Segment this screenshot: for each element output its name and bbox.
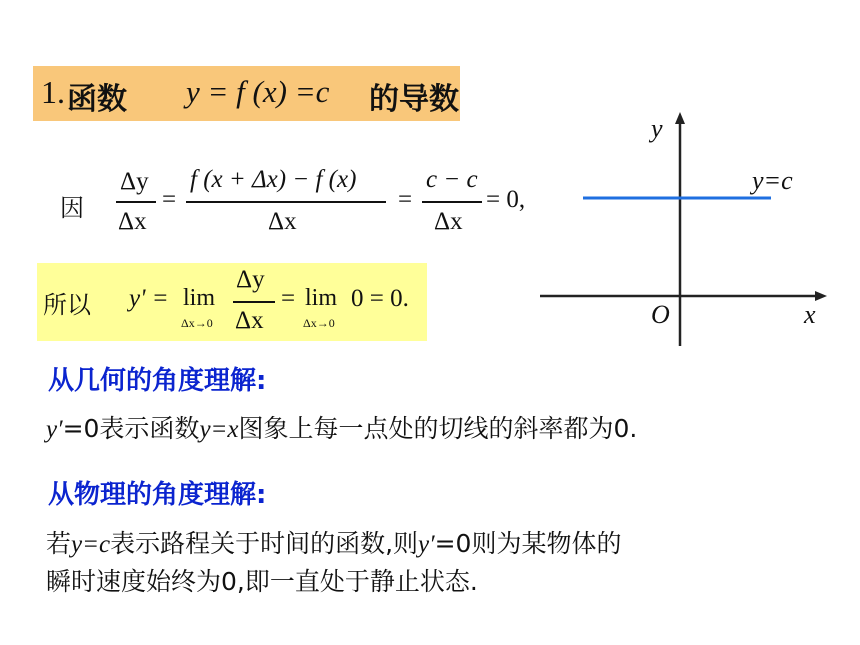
physics-function: y=c <box>71 531 111 558</box>
origin-label: O <box>651 300 670 329</box>
because-label: 因 <box>60 194 84 222</box>
derivative-lhs: y' = <box>129 285 169 312</box>
fraction3-bar <box>422 201 482 203</box>
physics-derivative: y′ <box>418 531 435 558</box>
title-expression: y = f (x) =c <box>186 74 330 109</box>
physics-heading: 从物理的角度理解: <box>48 480 267 510</box>
x-axis-label: x <box>804 300 816 329</box>
equals-sign-2: = <box>398 186 413 213</box>
limit-1: lim <box>183 285 216 311</box>
x-axis-arrow <box>815 291 827 301</box>
limit-1-subscript: Δx→0 <box>181 316 213 330</box>
equals-sign-1: = <box>162 186 177 213</box>
fraction2-numerator: f (x + Δx) − f (x) <box>190 166 357 193</box>
fraction1-numerator: Δy <box>120 168 149 195</box>
fraction2-bar <box>186 201 386 203</box>
fraction2-denominator: Δx <box>268 208 297 235</box>
limit-2: lim <box>305 285 338 311</box>
physics-part-3: =0则为某物体的 <box>434 529 622 558</box>
geometry-text-part: =0表示函数 <box>62 414 200 443</box>
geometry-heading: 从几何的角度理解: <box>48 366 267 396</box>
limit-2-subscript: Δx→0 <box>303 316 335 330</box>
fraction3-numerator: c − c <box>426 166 478 193</box>
coordinate-graph <box>530 110 830 355</box>
title-prefix: 函数 <box>67 82 127 117</box>
line-label: y=c <box>752 166 793 195</box>
fraction1-denominator: Δx <box>118 208 147 235</box>
title-suffix: 的导数 <box>369 82 459 117</box>
limit-result: 0 = 0. <box>351 285 409 312</box>
derivation-result: = 0, <box>486 186 526 213</box>
fraction3-denominator: Δx <box>434 208 463 235</box>
physics-part-2: 表示路程关于时间的函数,则 <box>110 529 419 558</box>
physics-text-line2: 瞬时速度始终为0,即一直处于静止状态. <box>46 567 478 596</box>
physics-text-line1 <box>46 524 621 560</box>
y-axis-arrow <box>675 112 685 124</box>
title-number: 1. <box>41 74 65 110</box>
geometry-text-part-end: 图象上每一点处的切线的斜率都为0. <box>238 414 638 443</box>
so-label: 所以 <box>43 291 91 319</box>
limit-fraction-numerator: Δy <box>236 266 265 293</box>
physics-part-1: 若 <box>46 529 72 558</box>
geometry-derivative: y′ <box>46 416 63 443</box>
fraction1-bar <box>116 201 156 203</box>
geometry-text <box>46 409 637 445</box>
limit-fraction-denominator: Δx <box>235 307 264 334</box>
geometry-function: y=x <box>199 416 239 443</box>
title-banner <box>33 66 460 121</box>
conclusion-box <box>37 263 427 341</box>
limit-fraction-bar <box>233 301 275 303</box>
y-axis-label: y <box>651 114 663 143</box>
limit-equals: = <box>281 285 296 312</box>
